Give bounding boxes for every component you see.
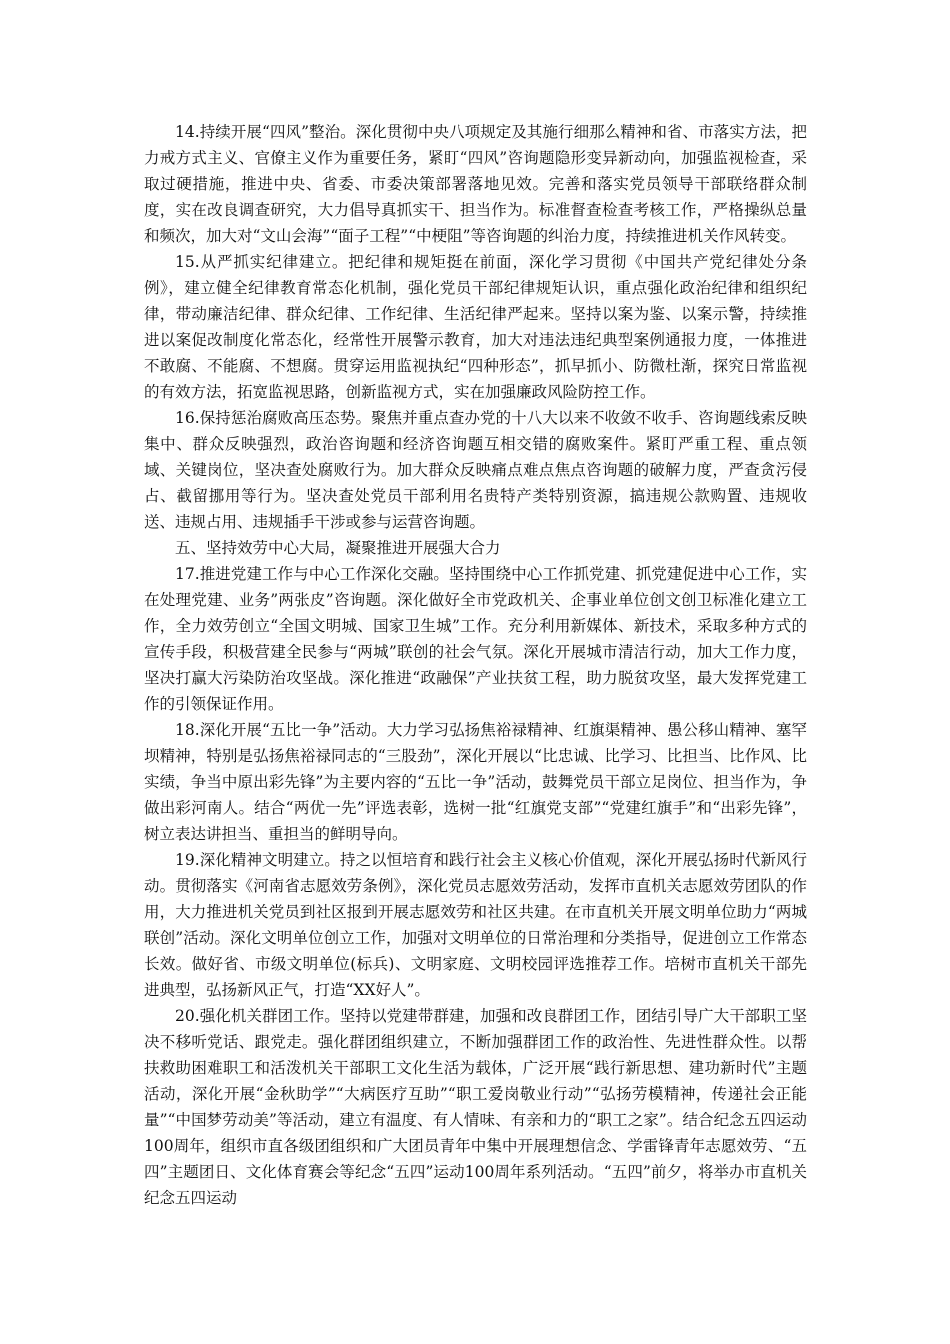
section-heading-5: 五、坚持效劳中心大局，凝聚推进开展强大合力 xyxy=(175,539,501,557)
paragraph-20: 20.强化机关群团工作。坚持以党建带群建，加强和改良群团工作，团结引导广大干部职工坚决不移听党话、跟党走。强化群团组织建立，不断加强群团工作的政治性、先进性群众性。以帮扶救助困难职工和活泼机关干部职工文化生活为载体，广泛开展“践行新思想、建功新时代”主题活动，深化开展“金秋助学”“大病医疗互助”“职工爱岗敬业行动”“弘扬劳模精神，传递社会正能量”“中国梦劳动美”等活动，建立有温度、有人情味、有亲和力的“职工之家”。结合纪念五四运动100周年，组织市直各级团组织和广大团员青年中集中开展理想信念、学雷锋青年志愿效劳、“五四”主题团日、文化体育赛会等纪念“五四”运动100周年系列活动。“五四”前夕，将举办市直机关纪念五四运动 xyxy=(144,1007,807,1207)
paragraph-14: 14.持续开展“四风”整治。深化贯彻中央八项规定及其施行细那么精神和省、市落实方法，把力戒方式主义、官僚主义作为重要任务，紧盯“四风”咨询题隐形变异新动向，加强监视检查，采取过硬措施，推进中央、省委、市委决策部署落地见效。完善和落实党员领导干部联络群众制度，实在改良调查研究，大力倡导真抓实干、担当作为。标准督查检查考核工作，严格操纵总量和频次，加大对“文山会海”“面子工程”“中梗阻”等咨询题的纠治力度，持续推进机关作风转变。 xyxy=(144,123,807,245)
paragraph-18: 18.深化开展“五比一争”活动。大力学习弘扬焦裕禄精神、红旗渠精神、愚公移山精神、塞罕坝精神，特别是弘扬焦裕禄同志的“三股劲”，深化开展以“比忠诚、比学习、比担当、比作风、比实绩，争当中原出彩先锋”为主要内容的“五比一争”活动，鼓舞党员干部立足岗位、担当作为，争做出彩河南人。结合“两优一先”评选表彰，选树一批“红旗党支部”“党建红旗手”和“出彩先锋”，树立表达讲担当、重担当的鲜明导向。 xyxy=(144,721,807,843)
paragraph-15: 15.从严抓实纪律建立。把纪律和规矩挺在前面，深化学习贯彻《中国共产党纪律处分条例》，建立健全纪律教育常态化机制，强化党员干部纪律规矩认识，重点强化政治纪律和组织纪律，带动廉洁纪律、群众纪律、工作纪律、生活纪律严起来。坚持以案为鉴、以案示警，持续推进以案促改制度化常态化，经常性开展警示教育，加大对违法违纪典型案例通报力度，一体推进不敢腐、不能腐、不想腐。贯穿运用监视执纪“四种形态”，抓早抓小、防微杜渐，探究日常监视的有效方法，拓宽监视思路，创新监视方式，实在加强廉政风险防控工作。 xyxy=(144,253,807,401)
paragraph-17: 17.推进党建工作与中心工作深化交融。坚持围绕中心工作抓党建、抓党建促进中心工作，实在处理党建、业务”两张皮”咨询题。深化做好全市党政机关、企事业单位创文创卫标准化建立工作，全力效劳创立“全国文明城、国家卫生城”工作。充分利用新媒体、新技术，采取多种方式的宣传手段，积极营建全民参与“两城”联创的社会气氛。深化开展城市清洁行动，加大工作力度，坚决打赢大污染防治攻坚战。深化推进“政融保”产业扶贫工程，助力脱贫攻坚，最大发挥党建工作的引领保证作用。 xyxy=(144,565,807,713)
document-body xyxy=(144,119,807,1211)
paragraph-19: 19.深化精神文明建立。持之以恒培育和践行社会主义核心价值观，深化开展弘扬时代新风行动。贯彻落实《河南省志愿效劳条例》，深化党员志愿效劳活动，发挥市直机关志愿效劳团队的作用，大力推进机关党员到社区报到开展志愿效劳和社区共建。在市直机关开展文明单位助力“两城联创”活动。深化文明单位创立工作，加强对文明单位的日常治理和分类指导，促进创立工作常态长效。做好省、市级文明单位(标兵)、文明家庭、文明校园评选推荐工作。培树市直机关干部先进典型，弘扬新风正气，打造“XX好人”。 xyxy=(144,851,807,999)
paragraph-16: 16.保持惩治腐败高压态势。聚焦并重点查办党的十八大以来不收敛不收手、咨询题线索反映集中、群众反映强烈，政治咨询题和经济咨询题互相交错的腐败案件。紧盯严重工程、重点领域、关键岗位，坚决查处腐败行为。加大群众反映痛点难点焦点咨询题的破解力度，严查贪污侵占、截留挪用等行为。坚决查处党员干部利用名贵特产类特别资源，搞违规公款购置、违规收送、违规占用、违规插手干涉或参与运营咨询题。 xyxy=(144,409,807,531)
